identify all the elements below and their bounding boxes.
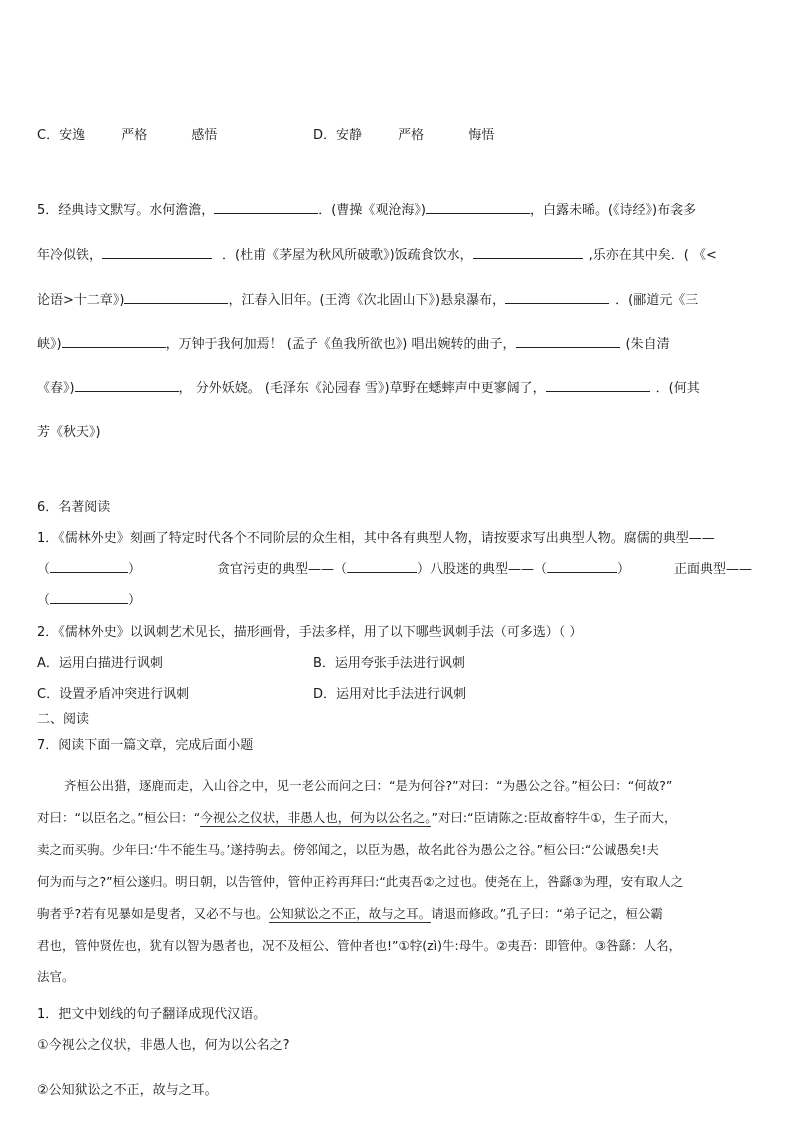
- fill-blank[interactable]: [426, 201, 530, 214]
- passage-text: 对曰：“以臣名之。”桓公曰：“: [37, 810, 201, 825]
- q5-text: ， 分外妖娆。 (毛泽东《沁园春 雪》)草野在蟋蟀声中更寥阔了，: [178, 381, 546, 396]
- paren: （: [37, 593, 51, 608]
- fill-blank[interactable]: [102, 246, 212, 259]
- fill-blank[interactable]: [214, 201, 318, 214]
- paren: ）: [128, 562, 142, 577]
- q5-text: 《春》): [37, 381, 75, 396]
- passage-text: ”对曰:“臣请陈之:臣故畜牸牛①，生子而大，: [431, 810, 677, 825]
- q4-option-c-word3: 感悟: [191, 128, 218, 143]
- passage-line-4: 何为而与之?”桓公遂归。明日朝，以告管仲，管仲正衿再拜曰:“此夷吾②之过也。使尧在上，咎繇③为理，安有取人之: [37, 874, 684, 889]
- passage-line-2: [37, 808, 677, 826]
- q6-sub1-line3: [37, 589, 141, 608]
- q4-option-d-label: D．安静: [313, 128, 363, 143]
- q4-option-c-word2: 严格: [121, 128, 148, 143]
- passage-line-1: 齐桓公出猎，逐鹿而走，入山谷之中，见一老公而问之曰：“是为何谷?”对曰：“为愚公之谷。”桓公曰：“何故?”: [64, 778, 673, 793]
- section-title: 二、阅读: [37, 712, 90, 727]
- q4-option-d: [313, 124, 494, 143]
- q5-text: ．(郦道元《三: [615, 293, 699, 308]
- q6-option-a: A．运用白描进行讽刺: [37, 656, 163, 671]
- q5-text: ．(曹操《观沧海》): [318, 203, 426, 218]
- fill-blank[interactable]: [75, 379, 179, 392]
- q6-positive: 正面典型——: [674, 562, 753, 577]
- q5-text: ，万钟于我何加焉！ (孟子《鱼我所欲也》) 唱出婉转的曲子，: [165, 337, 516, 352]
- q5-line-6: [37, 421, 101, 440]
- passage-line-3: 卖之而买驹。少年曰:‘牛不能生马。’遂持驹去。傍邻闻之，以臣为愚，故名此谷为愚公之谷。”桓公曰:“公诚愚矣!夫: [37, 842, 659, 857]
- q5-line-5: [37, 377, 700, 396]
- underlined-sentence: 今视公之仪状，非愚人也，何为以公名之。: [200, 810, 432, 825]
- q6-sub1-line2: [37, 558, 141, 577]
- q5-text: ，江春入旧年。(王湾《次北固山下》)悬泉瀑布，: [228, 293, 506, 308]
- q5-line-4: [37, 333, 670, 352]
- q7-sub1-item1: ①今视公之仪状，非愚人也，何为以公名之?: [37, 1038, 290, 1053]
- q5-text: (朱自清: [625, 337, 670, 352]
- q6-title: 6．名著阅读: [37, 500, 111, 515]
- q6-option-c: C．设置矛盾冲突进行讽刺: [37, 687, 190, 702]
- q5-text: 峡》): [37, 337, 62, 352]
- passage-line-5: [37, 904, 663, 922]
- q5-text: ．(何其: [655, 381, 700, 396]
- q4-option-c-label: C．安逸: [37, 128, 86, 143]
- q6-option-b: B．运用夸张手法进行讽刺: [313, 656, 465, 671]
- q5-line-3: [37, 289, 698, 308]
- q7-title: 7．阅读下面一篇文章，完成后面小题: [37, 738, 254, 753]
- q6-sub1-line1: 1．《儒林外史》刻画了特定时代各个不同阶层的众生相，其中各有典型人物，请按要求写出典型人物。腐儒的典型——: [37, 531, 715, 546]
- fill-blank[interactable]: [473, 246, 583, 259]
- q5-text: ．(杜甫《茅屋为秋风所破歌》)饭疏食饮水，: [222, 248, 473, 263]
- q4-option-d-word3: 悔悟: [468, 128, 495, 143]
- fill-blank[interactable]: [50, 560, 128, 573]
- underlined-sentence: 公知狱讼之不正，故与之耳。: [268, 906, 432, 921]
- q5-line-1: [37, 199, 696, 218]
- q6-corrupt: [217, 558, 630, 577]
- q5-text: 5．经典诗文默写。水何澹澹，: [37, 203, 215, 218]
- passage-line-7: 法官。: [37, 969, 75, 984]
- q5-text: 年冷似铁，: [37, 248, 103, 263]
- fill-blank[interactable]: [505, 291, 609, 304]
- q6-text: ）八股迷的典型——（: [417, 562, 548, 577]
- fill-blank[interactable]: [50, 591, 128, 604]
- q6-text: 贪官污吏的典型——（: [217, 562, 348, 577]
- passage-line-6: 君也，管仲贤佐也，犹有以智为愚者也，况不及桓公、管仲者也!”①牸(zì)牛:母牛。②夷吾：即管仲。③咎繇：人名，: [37, 938, 682, 953]
- fill-blank[interactable]: [547, 560, 617, 573]
- q5-line-2: [37, 244, 717, 263]
- q6-option-d: D．运用对比手法进行讽刺: [313, 687, 467, 702]
- q5-text: 论语>十二章》): [37, 293, 125, 308]
- paren: ）: [617, 562, 631, 577]
- passage-text: 驹者乎?若有见暴如是叟者，又必不与也。: [37, 906, 269, 921]
- q6-sub2: 2．《儒林外史》以讽刺艺术见长，描形画骨，手法多样，用了以下哪些讽刺手法（可多选）（ ）: [37, 625, 583, 640]
- q5-text: ，白露未晞。(《诗经》)布衾多: [529, 203, 697, 218]
- fill-blank[interactable]: [546, 379, 650, 392]
- q4-option-c: [37, 124, 217, 143]
- fill-blank[interactable]: [516, 335, 620, 348]
- fill-blank[interactable]: [62, 335, 166, 348]
- q5-text: 芳《秋天》): [37, 425, 101, 440]
- paren: （: [37, 562, 51, 577]
- paren: ）: [128, 593, 142, 608]
- q4-option-d-word2: 严格: [398, 128, 425, 143]
- q7-sub1: 1．把文中划线的句子翻译成现代汉语。: [37, 1007, 267, 1022]
- q5-text: ,乐亦在其中矣．( 《<: [588, 248, 717, 263]
- fill-blank[interactable]: [124, 291, 228, 304]
- passage-text: 请退而修政。”孔子曰：“弟子记之，桓公霸: [431, 906, 663, 921]
- q7-sub1-item2: ②公知狱讼之不正，故与之耳。: [37, 1083, 218, 1098]
- fill-blank[interactable]: [347, 560, 417, 573]
